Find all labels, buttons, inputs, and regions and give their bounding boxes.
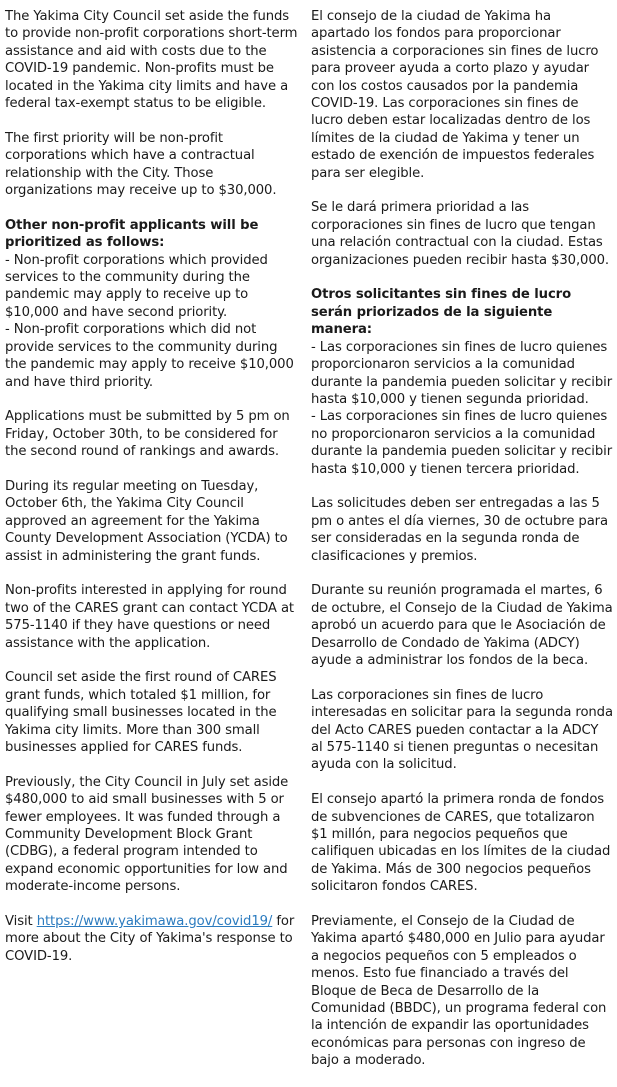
english-priority-heading: Other non-profit applicants will be prioritized as follows: [5,217,259,251]
english-deadline-paragraph: Applications must be submitted by 5 pm on Friday, October 30th, to be considered for the second round of rankings and awards. [5,409,290,460]
spanish-deadline-paragraph: Las solicitudes deben ser entregadas a las 5 pm o antes el día viernes, 30 de octubre para ser consideradas en la segunda ronda de clasificaciones y premios. [311,496,608,564]
spanish-adcy-agreement-paragraph: Durante su reunión programada el martes, 6 de octubre, el Consejo de la Ciudad de Yakima aprobó un acuerdo para que le Asociación de Desarrollo de Condado de Yakima (ADCY) ayude a administrar los fondos de la beca. [311,583,613,668]
spanish-contact-paragraph: Las corporaciones sin fines de lucro interesadas en solicitar para la segunda ronda del Acto CARES pueden contactar a la ADCY al 575-1140 si tienen preguntas o necesitan ayuda con la solicitud. [311,687,613,773]
spanish-priority-item-third: - Las corporaciones sin fines de lucro quienes no proporcionaron servicios a la comunidad durante la pandemia pueden solicitar y recibir hasta $10,000 y tienen tercera prioridad. [311,409,613,477]
english-cdbg-paragraph: Previously, the City Council in July set aside $480,000 to aid small businesses with 5 or fewer employees. It was funded through a Community Development Block Grant (CDBG), a federal program intended to expand economic opportunities for low and moderate-income persons. [5,774,289,895]
spanish-intro-paragraph: El consejo de la ciudad de Yakima ha apartado los fondos para proporcionar asistencia a corporaciones sin fines de lucro para proveer ayuda a corto plazo y ayudar con los costos causados por la pandemia COVID-19. Las corporaciones sin fines de lucro deben estar localizadas dentro de los límites de la ciudad de Yakima y tener un estado de exención de impuestos federales para ser elegible. [311,9,599,181]
english-intro-paragraph: The Yakima City Council set aside the funds to provide non-profit corporations short-term assistance and aid with costs due to the COVID-19 pandemic. Non-profits must be located in the Yakima city limits and have a federal tax-exempt status to be eligible. [5,9,298,112]
spanish-bbdc-paragraph: Previamente, el Consejo de la Ciudad de Yakima apartó $480,000 en Julio para ayudar a negocios pequeños con 5 empleados o menos. Esto fue financiado a través del Bloque de Beca de Desarrollo de la Comunidad (BBDC), un programa federal con la intención de expandir las oportunidades económicas para personas con ingreso de bajo a moderado. [311,914,607,1069]
english-contact-paragraph: Non-profits interested in applying for round two of the CARES grant can contact YCDA at 575-1140 if they have questions or need assistance with the application. [5,583,294,651]
english-visit-paragraph [5,913,300,965]
english-first-priority-paragraph: The first priority will be non-profit corporations which have a contractual relationship with the City. Those organizations may receive up to $30,000. [5,130,277,199]
english-column [5,8,300,983]
english-ycda-agreement-paragraph: During its regular meeting on Tuesday, October 6th, the Yakima City Council approved an agreement for the Yakima County Development Association (YCDA) to assist in administering the grant funds. [5,478,288,564]
english-priority-list [5,252,300,391]
spanish-column [311,8,613,1087]
english-priority-item-third: - Non-profit corporations which did not provide services to the community during the pandemic may apply to receive $10,000 and have third priority. [5,322,294,390]
visit-prefix: Visit [5,914,37,929]
visit-suffix: for more about the City of Yakima's response to COVID-19. [5,914,295,964]
covid19-info-link[interactable]: https://www.yakimawa.gov/covid19/ [36,914,273,929]
spanish-first-round-paragraph: El consejo apartó la primera ronda de fondos de subvenciones de CARES, que totalizaron $1 millón, para negocios pequeños que califiquen ubicadas en los límites de la ciudad de Yakima. Más de 300 negocios pequeños solicitaron fondos CARES. [311,792,611,895]
spanish-priority-item-second: - Las corporaciones sin fines de lucro quienes proporcionaron servicios a la comunidad durante la pandemia pueden solicitar y recibir hasta $10,000 y tienen segunda prioridad. [311,339,613,407]
spanish-priority-heading: Otros solicitantes sin fines de lucro serán priorizados de la siguiente manera: [311,287,572,338]
spanish-first-priority-paragraph: Se le dará primera prioridad a las corporaciones sin fines de lucro que tengan una relación contractual con la ciudad. Estas organizaciones pueden recibir hasta $30,000. [311,200,610,268]
english-priority-item-second: - Non-profit corporations which provided services to the community during the pandemic may apply to receive up to $10,000 and have second priority. [5,252,268,320]
english-first-round-paragraph: Council set aside the first round of CARES grant funds, which totaled $1 million, for qualifying small businesses located in the Yakima city limits. More than 300 small businesses applied for CARES funds. [5,670,277,755]
spanish-priority-list [311,339,613,478]
